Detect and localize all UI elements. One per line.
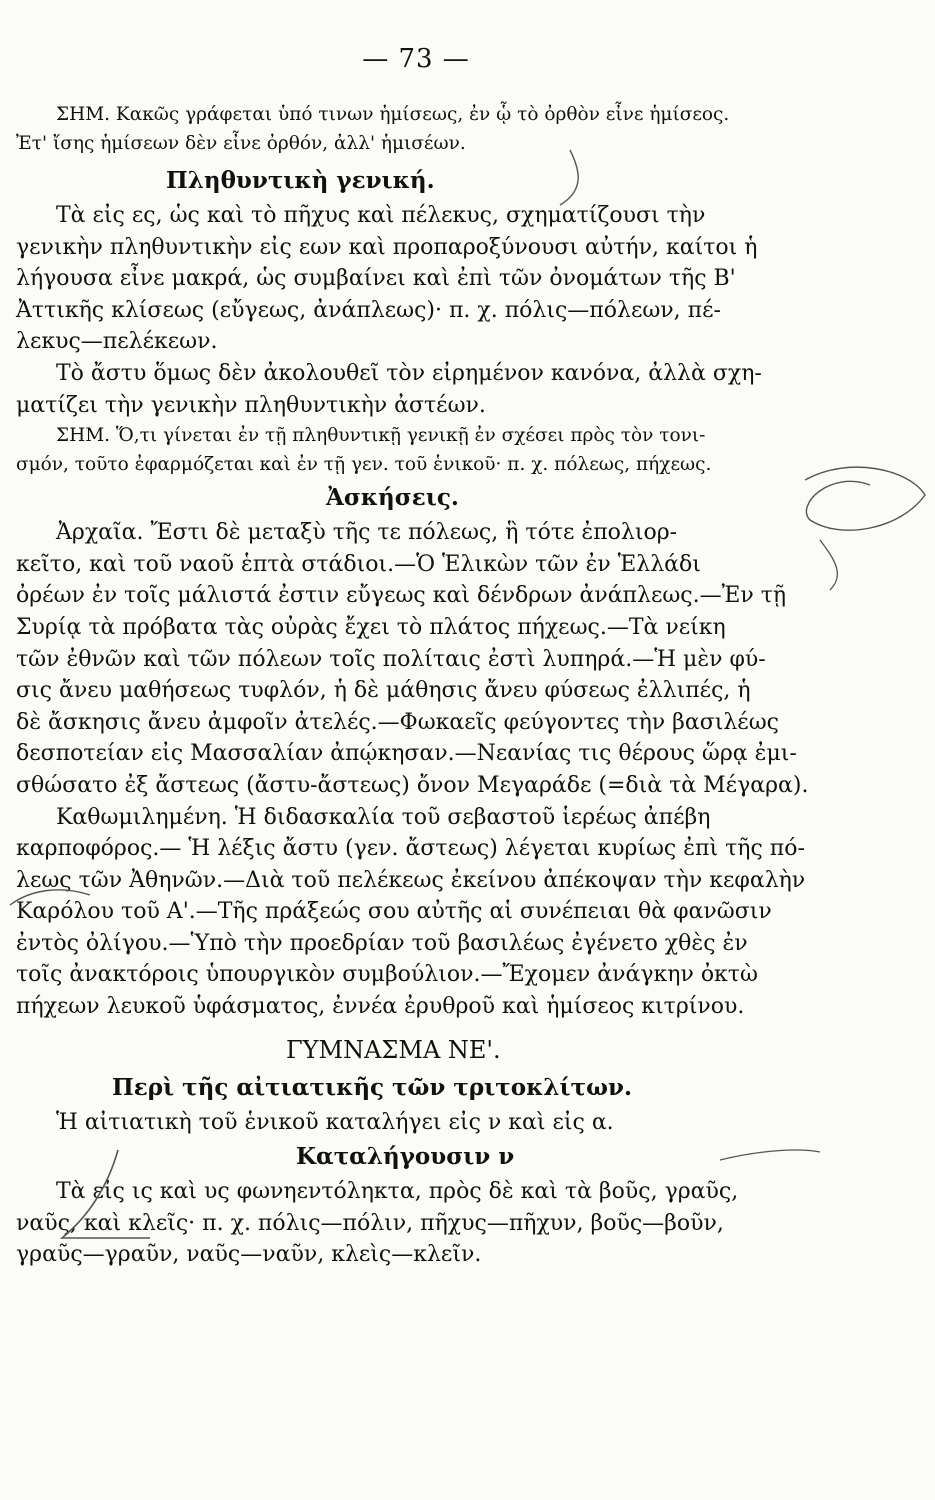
modern-line-1: Καθωμιλημένη. Ἡ διδασκαλία τοῦ σεβαστοῦ ἱερέως ἀπέβη [56, 804, 711, 830]
ancient-line-6: σις ἄνευ μαθήσεως τυφλόν, ἡ δὲ μάθησις ἄνευ φύσεως ἐλλιπές, ἡ [16, 678, 751, 704]
ancient-line-2: κεῖτο, καὶ τοῦ ναοῦ ἑπτὰ στάδιοι.—Ὁ Ἑλικὼν τῶν ἐν Ἑλλάδι [16, 551, 701, 577]
heading-accusative-third-declension: Περὶ τῆς αἰτιατικῆς τῶν τριτοκλίτων. [112, 1073, 632, 1101]
ancient-line-9: σθώσατο ἐξ ἄστεως (ἄστυ-ἄστεως) ὄνον Μεγαράδε (=διὰ τὰ Μέγαρα). [16, 772, 809, 798]
heading-exercises: Ἀσκήσεις. [326, 484, 459, 512]
ancient-line-4: Συρίᾳ τὰ πρόβατα τὰς οὐρὰς ἔχει τὸ πλάτος πήχεως.—Τὰ νείκη [16, 614, 726, 640]
pencil-stroke-right-2 [820, 540, 837, 590]
paragraph-1-line-2: γενικὴν πληθυντικὴν εἰς εων καὶ προπαροξύνουσι αὐτήν, καίτοι ἡ [16, 234, 758, 260]
paragraph-2-line-2: ματίζει τὴν γενικὴν πληθυντικὴν ἀστέων. [16, 392, 486, 418]
paragraph-4 [16, 1176, 816, 1271]
pencil-flourish-right [805, 467, 925, 530]
page-number: — 73 — [362, 44, 470, 74]
note-2 [16, 421, 816, 479]
note-2-line-1: ΣΗΜ. Ὅ,τι γίνεται ἐν τῇ πληθυντικῇ γενικῇ ἐν σχέσει πρὸς τὸν τονι- [56, 425, 706, 447]
ancient-line-7: δὲ ἄσκησις ἄνευ ἀμφοῖν ἀτελές.—Φωκαεῖς φεύγοντες τὴν βασιλέως [16, 709, 779, 735]
note-1-line-2: Ἐτ' ἴσης ἡμίσεων δὲν εἶνε ὀρθόν, ἀλλ' ἡμισέων. [16, 133, 466, 154]
paragraph-2 [16, 358, 816, 421]
paragraph-1-line-4: Ἀττικῆς κλίσεως (εὔγεως, ἀνάπλεως)· π. χ. πόλις—πόλεων, πέ- [16, 297, 721, 323]
page-content [16, 44, 816, 1271]
paragraph-1-line-3: λήγουσα εἶνε μακρά, ὡς συμβαίνει καὶ ἐπὶ τῶν ὀνομάτων τῆς Β' [16, 266, 736, 292]
ancient-line-5: τῶν ἐθνῶν καὶ τῶν πόλεων τοῖς πολίταις ἐστὶ λυπηρά.—Ἡ μὲν φύ- [16, 646, 766, 672]
modern-line-2: καρποφόρος.— Ἡ λέξις ἄστυ (γεν. ἄστεως) λέγεται κυρίως ἐπὶ τῆς πό- [16, 836, 805, 862]
note-1 [16, 100, 816, 158]
ancient-line-3: ὀρέων ἐν τοῖς μάλιστά ἐστιν εὔγεως καὶ δένδρων ἀνάπλεως.—Ἐν τῇ [16, 583, 787, 609]
note-1-line-1: ΣΗΜ. Κακῶς γράφεται ὑπό τινων ἡμίσεως, ἐν ᾧ τὸ ὀρθὸν εἶνε ἡμίσεος. [56, 104, 730, 125]
paragraph-3: Ἡ αἰτιατικὴ τοῦ ἑνικοῦ καταλήγει εἰς ν καὶ εἰς α. [56, 1109, 614, 1135]
modern-line-3: λεως τῶν Ἀθηνῶν.—Διὰ τοῦ πελέκεως ἐκείνου ἀπέκοψαν τὴν κεφαλὴν [16, 867, 806, 893]
modern-exercises [16, 802, 816, 1023]
note-2-line-2: σμόν, τοῦτο ἐφαρμόζεται καὶ ἐν τῇ γεν. τοῦ ἑνικοῦ· π. χ. πόλεως, πήχεως. [16, 454, 712, 476]
ancient-line-8: δεσποτείαν εἰς Μασσαλίαν ἀπῴκησαν.—Νεανίας τις θέρους ὥρᾳ ἐμι- [16, 741, 797, 767]
modern-line-6: τοῖς ἀνακτόροις ὑπουργικὸν συμβούλιον.—Ἔχομεν ἀνάγκην ὀκτὼ [16, 962, 758, 988]
heading-plural-genitive: Πληθυντικὴ γενική. [166, 167, 435, 194]
paragraph-4-line-1: Τὰ εἰς ις καὶ υς φωνηεντόληκτα, πρὸς δὲ καὶ τὰ βοῦς, γραῦς, [56, 1179, 739, 1205]
ancient-exercises [16, 517, 816, 801]
paragraph-4-line-2: ναῦς, καὶ κλεῖς· π. χ. πόλις—πόλιν, πῆχυς—πῆχυν, βοῦς—βοῦν, [16, 1210, 724, 1236]
paragraph-1 [16, 200, 816, 358]
paragraph-4-line-3: γραῦς—γραῦν, ναῦς—ναῦν, κλεὶς—κλεῖν. [16, 1242, 482, 1268]
modern-line-7: πήχεων λευκοῦ ὑφάσματος, ἐννέα ἐρυθροῦ καὶ ἡμίσεος κιτρίνου. [16, 994, 745, 1020]
ancient-line-1: Ἀρχαῖα. Ἔστι δὲ μεταξὺ τῆς τε πόλεως, ἣ τότε ἐπολιορ- [56, 520, 678, 546]
modern-line-5: ἐντὸς ὀλίγου.—Ὑπὸ τὴν προεδρίαν τοῦ βασιλέως ἐγένετο χθὲς ἐν [16, 930, 748, 956]
paragraph-1-line-1: Τὰ εἰς ες, ὡς καὶ τὸ πῆχυς καὶ πέλεκυς, σχηματίζουσι τὴν [56, 203, 706, 228]
paragraph-1-line-5: λεκυς—πελέκεων. [16, 329, 218, 355]
heading-ending-n: Καταλήγουσιν ν [296, 1143, 515, 1171]
heading-exercise-55: ΓΥΜΝΑΣΜΑ ΝΕ'. [286, 1035, 501, 1064]
paragraph-2-line-1: Τὸ ἄστυ ὅμως δὲν ἀκολουθεῖ τὸν εἰρημένον κανόνα, ἀλλὰ σχη- [56, 360, 762, 386]
modern-line-4: Καρόλου τοῦ Α'.—Τῆς πράξεώς σου αὐτῆς αἱ συνέπειαι θὰ φανῶσιν [16, 899, 772, 925]
